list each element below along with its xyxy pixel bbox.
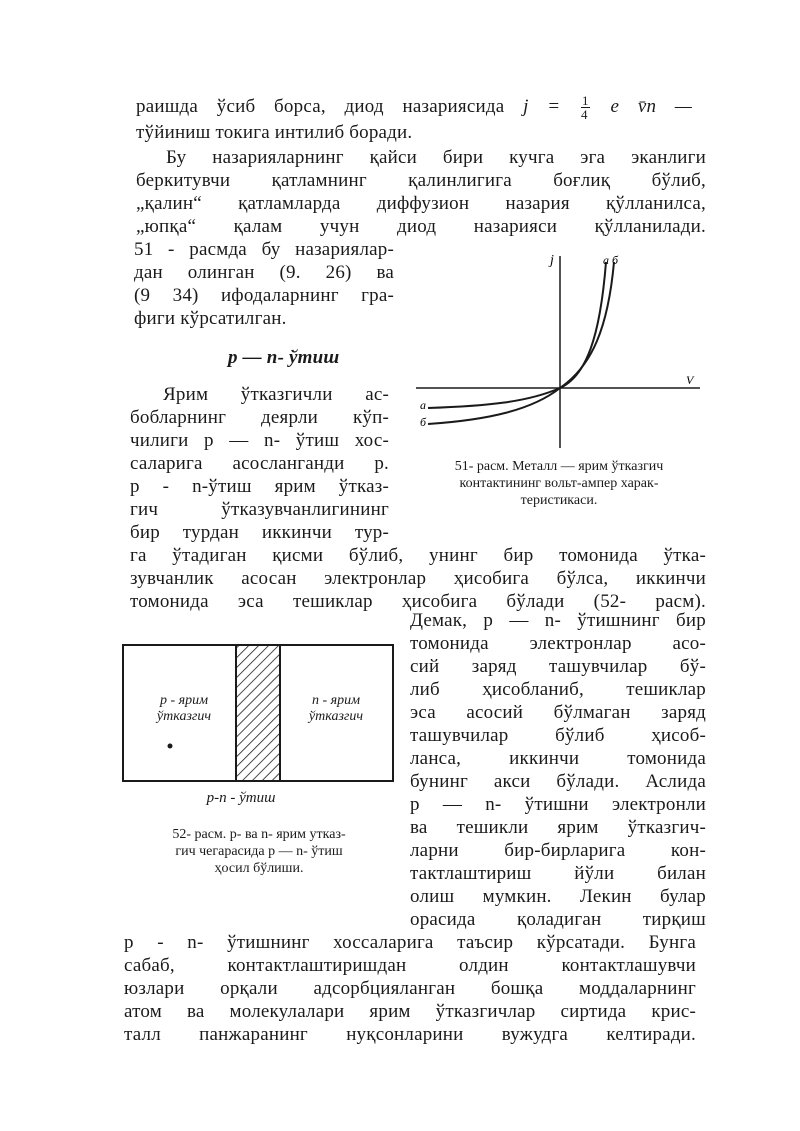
figure-52-caption-line-3: ҳосил бўлиши. [214,861,304,876]
left-col2-line-6: гич ўтказувчанлигининг [130,499,389,520]
right-col-line-6: ташувчилар бўлиб ҳисоб- [410,725,706,746]
fraction-numerator: 1 [582,93,589,108]
right-col-line-4: либ ҳисобланиб, тешиклар [410,679,706,700]
curve-label-ab: a б [603,253,619,267]
n-region-label [284,693,388,725]
mid-line-2: зувчанлик асосан электронлар ҳисобига бўлса, иккинчи [130,568,706,589]
right-col-line-8: бунинг акси бўлади. Аслида [410,771,706,792]
curve-label-b: б [420,415,427,429]
right-col-line-14: орасида қоладиган тирқиш [410,909,706,930]
mid-line-1: га ўтадиган қисми бўлиб, унинг бир томонида ўтка- [130,545,706,566]
right-col-line-11: ларни бир-бирларига кон- [410,840,706,861]
p-region-label [132,693,236,725]
left-col-line-3: (9 34) ифодаларнинг гра- [134,285,394,306]
p-region-label-line-2: ўтказгич [156,709,212,724]
figure-51-graph [408,248,708,448]
figure-51-caption-line-2: контактининг вольт-ампер харак- [459,476,659,491]
text-line-4: беркитувчи қатламнинг қалинлигига боғлиқ бўлиб, [136,170,706,191]
right-col-line-7: ланса, иккинчи томонида [410,748,706,769]
text-line-1 [136,94,692,121]
left-col2-line-1: Ярим ўтказгичли ас- [163,384,389,405]
left-col-line-1: 51 - расмда бу назариялар- [134,239,394,260]
junction-label: p-n - ўтиш [206,790,276,806]
right-col-line-10: ва тешикли ярим ўтказгич- [410,817,706,838]
bottom-line-1-visible: p - n- ўтишнинг хоссаларига таъсир кўрсатади. Бунга [124,932,696,953]
bottom-line-5: талл панжаранинг нуқсонларини вужудга келтиради. [124,1024,696,1045]
dot-mark [168,744,173,749]
right-col-line-9: p — n- ўтишни электронли [410,794,706,815]
right-col-line-5: эса асосий бўлмаган заряд [410,702,706,723]
left-col-line-4: фиги кўрсатилган. [134,308,287,329]
curve-label-a: a [420,398,426,412]
text-line-1-pre: раишда ўсиб борса, диод назариясида [136,95,505,117]
axis-y-label: j [550,253,554,268]
left-col2-line-3: чилиги p — n- ўтиш хос- [130,430,389,451]
text-line-5: „қалин“ қатламларда диффузион назария қўлланилса, [136,193,706,214]
figure-51-caption [412,458,706,509]
n-region-label-line-1: n - ярим [311,693,361,708]
left-col-line-2: дан олинган (9. 26) ва [134,262,394,283]
figure-52-caption-line-1: 52- расм. p- ва n- ярим утказ- [172,827,346,842]
left-col2-line-5: p - n-ўтиш ярим ўтказ- [130,476,389,497]
bottom-line-3: юзлари орқали адсорбцияланган бошқа моддаларнинг [124,978,696,999]
fraction-denominator: 4 [581,107,588,122]
bottom-line-4: атом ва молекулалари ярим ўтказгичлар сиртида крис- [124,1001,696,1022]
n-region-label-line-2: ўтказгич [308,709,364,724]
bottom-line-2: сабаб, контактлаштиришдан олдин контактлашувчи [124,955,696,976]
formula-fraction [581,94,590,121]
right-col-line-3: сий заряд ташувчилар бў- [410,656,706,677]
junction-region [236,645,280,781]
right-col-line-1: Демак, p — n- ўтишнинг бир [410,610,706,631]
left-col2-line-4: саларига асосланганди р. [130,453,389,474]
p-region-label-line-1: p - ярим [159,693,209,708]
right-col-line-12: тактлаштириш йўли билан [410,863,706,884]
left-col2-line-2: бобларнинг деярли кўп- [130,407,389,428]
figure-51-caption-line-1: 51- расм. Металл — ярим ўтказгич [454,459,664,474]
left-col2-line-7: бир турдан иккинчи тур- [130,522,389,543]
text-line-2: тўйиниш токига интилиб боради. [136,122,413,143]
mid-line-3: томонида эса тешиклар ҳисобига бўлади (52- расм). [130,591,706,612]
formula-j: j = [523,95,561,117]
text-line-6: „юпқа“ қалам учун диод назарияси қўлланилади. [136,216,706,237]
figure-51-caption-line-3: теристикаси. [520,493,598,508]
formula-rest: e v̄n — [610,95,693,117]
text-line-3: Бу назарияларнинг қайси бири кучга эга эканлиги [166,147,706,168]
section-heading: p — n- ўтиш [228,347,340,368]
right-col-line-2: томонида электронлар асо- [410,633,706,654]
axis-x-label: V [686,373,694,387]
curve-a [428,262,606,408]
figure-52-caption-line-2: гич чегарасида p — n- ўтиш [175,844,343,859]
figure-52-caption [124,826,394,877]
right-col-line-13: олиш мумкин. Лекин булар [410,886,706,907]
